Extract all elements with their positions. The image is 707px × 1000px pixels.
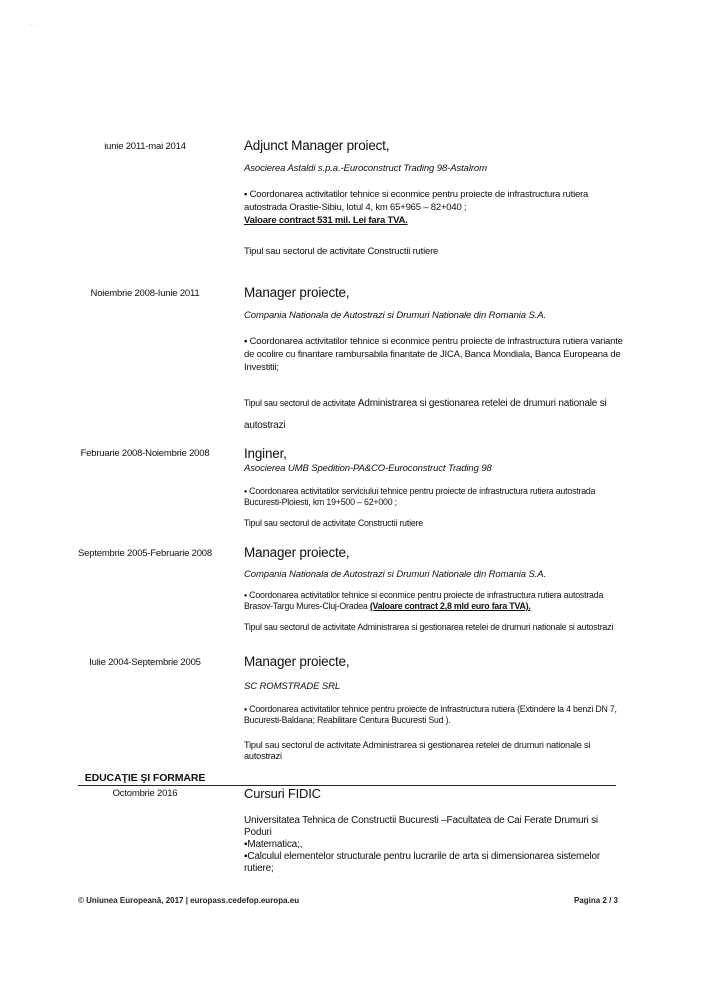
entry-description-text: ▪ Coordonarea activitatilor tehnice si econmice pentru proiecte de infrastructura rutiera autostrada Brasov-Targu Mures-Cluj-Oradea [244, 590, 604, 611]
entry-date: Septembrie 2005-Februarie 2008 [78, 548, 212, 559]
footer-copyright: © Uniunea Europeană, 2017 | europass.cedefop.europa.eu [78, 896, 300, 905]
entry-sector-text: Administrarea si gestionarea retelei de drumuri nationale si autostrazi [244, 398, 607, 431]
entry-organization: Asocierea Astaldi s.p.a.-Euroconstruct Trading 98-Astalrom [244, 163, 487, 174]
scan-specks: · · [30, 22, 36, 28]
entry-description [244, 590, 624, 612]
entry-contract-value: (Valoare contract 2,8 mld euro fara TVA). [369, 601, 531, 611]
entry-sector: Tipul sau sectorul de activitate Administrarea si gestionarea retelei de drumuri nationale si autostrazi [244, 740, 591, 761]
section-heading-education: EDUCAŢIE ŞI FORMARE [84, 772, 206, 784]
entry-description-text: ▪ Coordonarea activitatilor tehnice si econmice pentru proiecte de infrastructura rutiera autostrada Orastie-Sibiu, lotul 4, km 65+965 – 82+040 ; [244, 189, 589, 213]
entry-contract-value: Valoare contract 531 mil. Lei fara TVA. [244, 215, 408, 226]
education-entry [244, 786, 624, 875]
entry-date: Noiembrie 2008-Iunie 2011 [90, 288, 200, 299]
education-date: Octombrie 2016 [112, 788, 178, 799]
entry-sector-lead: Tipul sau sectorul de activitate [244, 398, 358, 408]
education-title: Cursuri FIDIC [244, 786, 321, 801]
entry-description: ▪ Coordonarea activitatilor tehnice pentru proiecte de infrastructura rutiera (Extindere la 4 benzi DN 7, Bucuresti-Baldana; Reabilitare Centura Bucuresti Sud ). [244, 704, 617, 725]
entry-title: Adjunct Manager proiect, [244, 138, 390, 153]
entry-organization: Compania Nationala de Autostrazi si Drumuri Nationale din Romania S.A. [244, 310, 547, 321]
entry-title: Manager proiecte, [244, 285, 350, 300]
education-subject: ▪Matematica;, [244, 839, 303, 850]
footer-page-number: Pagina 2 / 3 [573, 896, 618, 905]
entry-sector: Tipul sau sectorul de activitate Constructii rutiere [244, 246, 439, 257]
entry-date: Iulie 2004-Septembrie 2005 [89, 657, 201, 668]
entry-title: Manager proiecte, [244, 545, 350, 560]
entry-organization: SC ROMSTRADE SRL [244, 681, 341, 692]
entry-title: Manager proiecte, [244, 654, 350, 669]
entry-date: iunie 2011-mai 2014 [104, 141, 186, 152]
entry-description [244, 188, 624, 227]
entry-date: Februarie 2008-Noiembrie 2008 [80, 448, 210, 459]
entry-sector [244, 392, 624, 437]
entry-sector: Tipul sau sectorul de activitate Constructii rutiere [244, 518, 423, 528]
education-institution: Universitatea Tehnica de Constructii Bucuresti –Facultatea de Cai Ferate Drumuri si Poduri [244, 815, 598, 838]
entry-description: ▪ Coordonarea activitatilor serviciului tehnice pentru proiecte de infrastructura rutiera autostrada Bucuresti-Ploiesti, km 19+500 – 62+000 ; [244, 486, 596, 507]
entry-organization: Asocierea UMB Spedition-PA&CO-Euroconstruct Trading 98 [244, 463, 492, 474]
education-subject: ▪Calculul elementelor structurale pentru lucrarile de arta si dimensionarea sistemelor rutiere; [244, 851, 600, 874]
entry-description: ▪ Coordonarea activitatilor tehnice si econmice pentru proiecte de infrastructura rutiera variante de ocolire cu finantare rambursabila finantate de JICA, Banca Mondiala, Banca Europeana de Investitii; [244, 336, 623, 373]
entry-organization: Compania Nationala de Autostrazi si Drumuri Nationale din Romania S.A. [244, 569, 547, 580]
entry-title: Inginer, [244, 446, 287, 461]
entry-sector: Tipul sau sectorul de activitate Administrarea si gestionarea retelei de drumuri nationale si autostrazi [244, 622, 614, 632]
